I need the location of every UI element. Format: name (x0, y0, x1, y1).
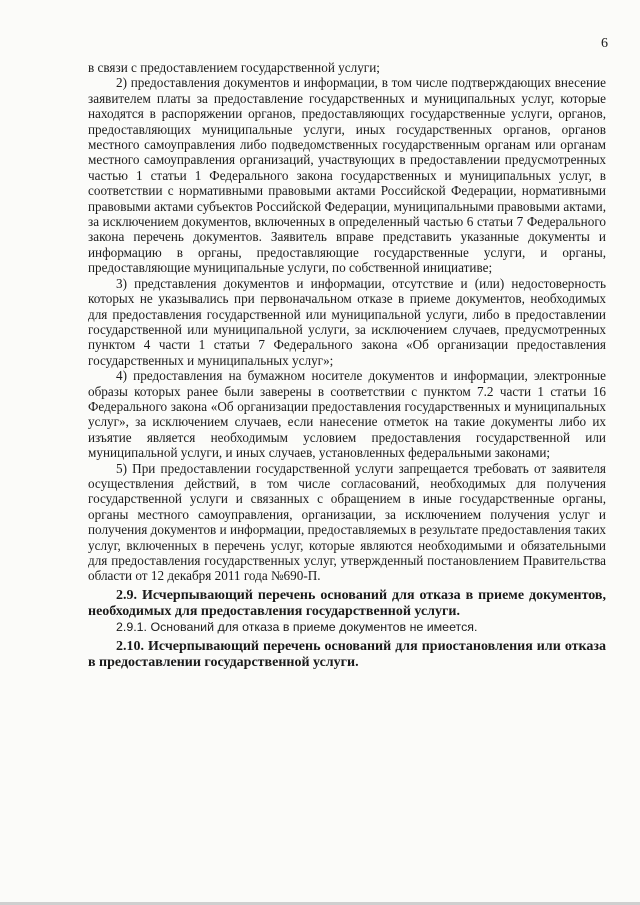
paragraph-item-3: 3) представления документов и информации, отсутствие и (или) недостоверность которых не указывались при первоначальном отказе в приеме документов, необходимых для предоставления государственной или муниципальной услуги, либо в предоставлении государственной или муниципальной услуги, за исключением случаев, предусмотренных пунктом 4 части 1 статьи 7 Федерального закона «Об организации предоставления государственных и муниципальных услуг»; (88, 275, 606, 368)
document-body (88, 60, 606, 671)
section-2-9-heading: 2.9. Исчерпывающий перечень оснований для отказа в приеме документов, необходимых для предоставления государственной услуги. (88, 587, 606, 619)
page-number: 6 (601, 36, 608, 51)
section-2-10-heading: 2.10. Исчерпывающий перечень оснований для приостановления или отказа в предоставлении государственной услуги. (88, 638, 606, 670)
paragraph-item-5: 5) При предоставлении государственной услуги запрещается требовать от заявителя осуществления действий, в том числе согласований, необходимых для получения государственной услуги и связанных с обращением в иные государственные органы, органы местного самоуправления, организации, за исключением получения услуг и получения документов и информации, предоставляемых в результате предоставления таких услуг, включенных в перечень услуг, которые являются необходимыми и обязательными для предоставления государственных услуг, утвержденный постановлением Правительства области от 12 декабря 2011 года №690-П. (88, 460, 606, 584)
paragraph-item-2: 2) предоставления документов и информации, в том числе подтверждающих внесение заявителем платы за предоставление государственных и муниципальных услуг, которые находятся в распоряжении органов, предоставляющих государственные услуги, органов, предоставляющих муниципальные услуги, иных государственных органов, органов местного самоуправления либо подведомственных государственным органам или органам местного самоуправления организаций, участвующих в предоставлении предусмотренных частью 1 статьи 1 Федерального закона государственных и муниципальных услуг, в соответствии с нормативными правовыми актами Российской Федерации, нормативными правовыми актами субъектов Российской Федерации, муниципальными правовыми актами, за исключением документов, включенных в определенный частью 6 статьи 7 Федерального закона перечень документов. Заявитель вправе представить указанные документы и информацию в органы, предоставляющие государственные услуги, и органы, предоставляющие муниципальные услуги, по собственной инициативе; (88, 75, 606, 276)
paragraph-item-4: 4) предоставления на бумажном носителе документов и информации, электронные образы которых ранее были заверены в соответствии с пунктом 7.2 части 1 статьи 16 Федерального закона «Об организации предоставления государственных и муниципальных услуг», за исключением случаев, если нанесение отметок на такие документы либо их изъятие является необходимым условием предоставления государственной или муниципальной услуги, и иных случаев, установленных федеральными законами; (88, 368, 606, 461)
paragraph-continuation: в связи с предоставлением государственной услуги; (88, 60, 380, 75)
section-2-9-1-text: 2.9.1. Оснований для отказа в приеме документов не имеется. (116, 619, 478, 634)
